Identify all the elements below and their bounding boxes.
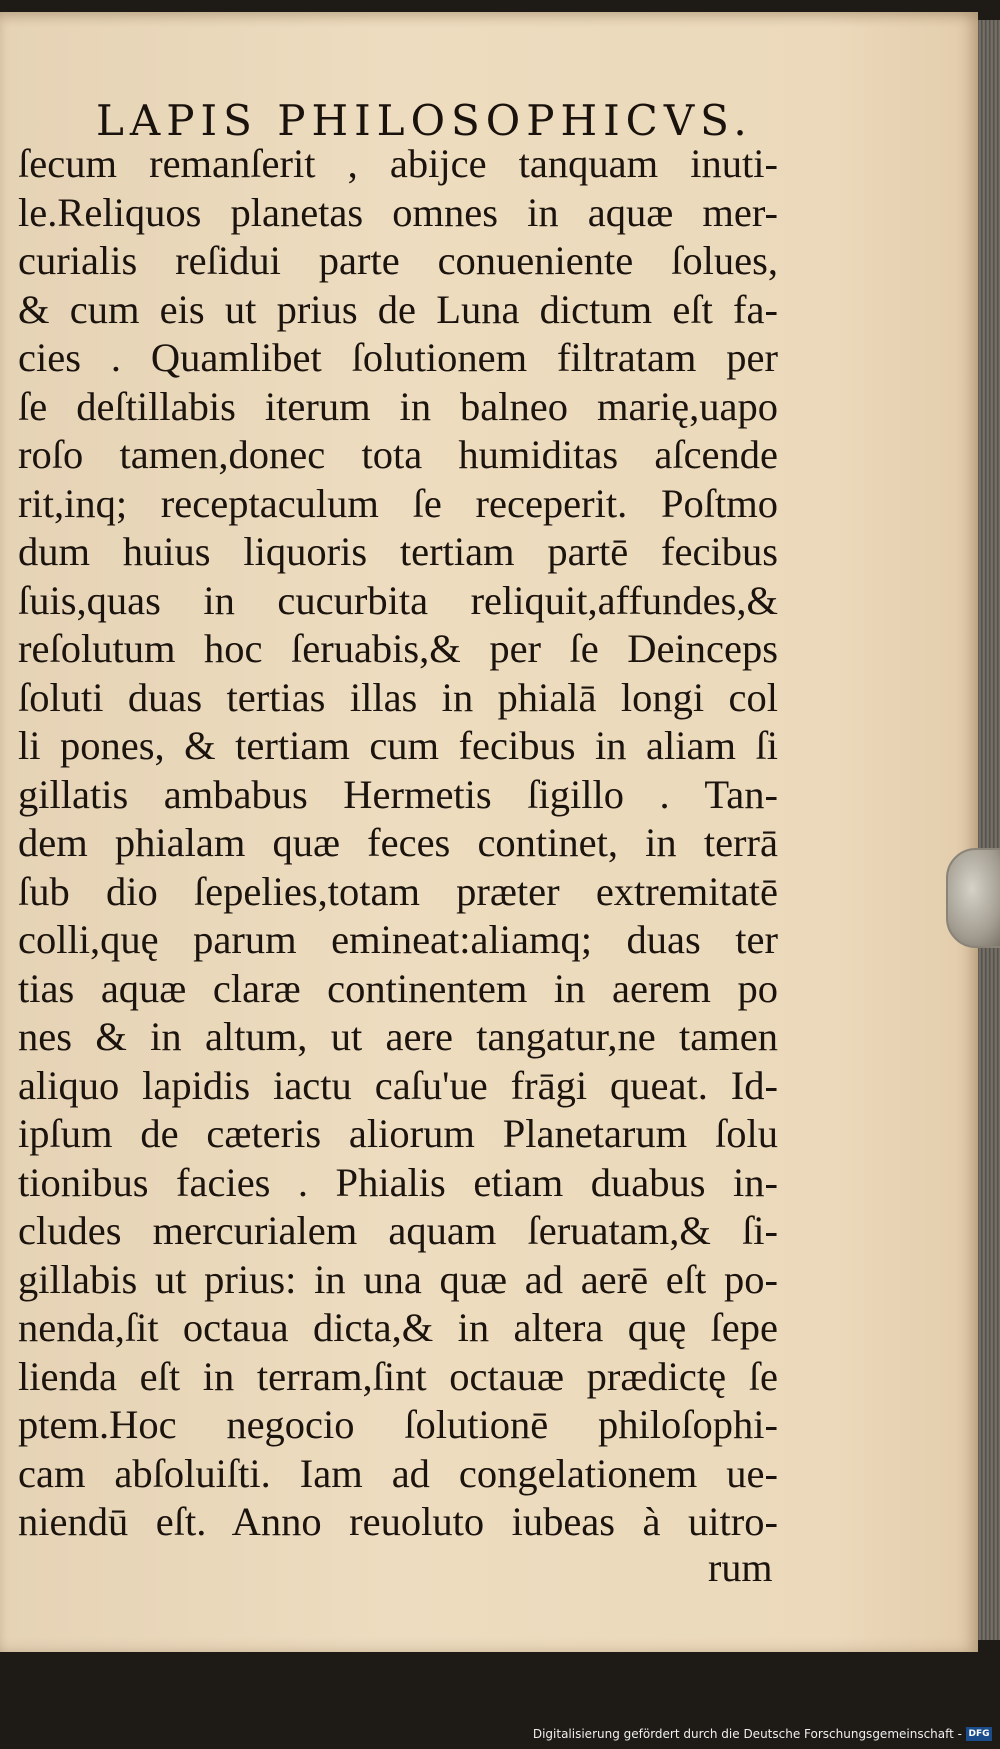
text-line: cam abſoluiſti. Iam ad congelationem ue- xyxy=(18,1450,778,1496)
text-line: ſe deſtillabis iterum in balneo marię,uapo xyxy=(18,383,778,429)
text-line: curialis reſidui parte conueniente ſolues, xyxy=(18,238,778,283)
paper-page xyxy=(0,12,978,1652)
text-line: tionibus facies . Phialis etiam duabus in- xyxy=(18,1159,778,1205)
text-line: reſolutum hoc ſeruabis,& per ſe Deinceps xyxy=(18,626,778,671)
text-line: le.Reliquos planetas omnes in aquæ mer- xyxy=(18,189,778,235)
page-block-edge xyxy=(978,20,1000,1640)
text-line: lienda eſt in terram,ſint octauæ prædictę ſe xyxy=(18,1353,778,1399)
text-line: nes & in altum, ut aere tangatur,ne tamen xyxy=(18,1014,778,1059)
text-line: li pones, & tertiam cum fecibus in aliam ſi xyxy=(18,723,778,768)
text-line: gillabis ut prius: in una quæ ad aerē eſt po- xyxy=(18,1256,778,1302)
funding-note: Digitalisierung gefördert durch die Deutsche Forschungsgemeinschaft - xyxy=(532,1727,962,1741)
text-line: rit,inq; receptaculum ſe receperit. Poſtmo xyxy=(18,480,778,526)
text-line: & cum eis ut prius de Luna dictum eſt fa- xyxy=(18,286,778,332)
text-line: ſub dio ſepelies,totam præter extremitatē xyxy=(18,868,778,914)
catchword: rum xyxy=(708,1545,773,1590)
text-line: aliquo lapidis iactu caſu'ue frāgi queat. Id- xyxy=(18,1062,778,1108)
text-line: cludes mercurialem aquam ſeruatam,& ſi- xyxy=(18,1208,778,1253)
text-line: niendū eſt. Anno reuoluto iubeas à uitro- xyxy=(18,1499,778,1544)
text-line: ptem.Hoc negocio ſolutionē philoſophi- xyxy=(18,1402,778,1447)
text-line: cies . Quamlibet ſolutionem filtratam per xyxy=(18,335,778,380)
body-text xyxy=(18,140,778,1547)
text-line: nenda,ſit octaua dicta,& in altera quę ſepe xyxy=(18,1305,778,1350)
text-line: ſoluti duas tertias illas in phialā longi col xyxy=(18,674,778,720)
text-line: gillatis ambabus Hermetis ſigillo . Tan- xyxy=(18,771,778,817)
text-line: roſo tamen,donec tota humiditas aſcende xyxy=(18,432,778,477)
text-line: ſuis,quas in cucurbita reliquit,affundes,& xyxy=(18,577,778,623)
dfg-logo: DFG xyxy=(966,1727,992,1741)
running-head: LAPIS PHILOSOPHICVS. xyxy=(96,96,753,145)
text-line: ipſum de cæteris aliorum Planetarum ſolu xyxy=(18,1111,778,1156)
book-clip xyxy=(946,848,1000,948)
text-line: ſecum remanſerit , abijce tanquam inuti- xyxy=(18,141,778,186)
text-line: dem phialam quæ feces continet, in terrā xyxy=(18,820,778,865)
text-line: colli,quę parum emineat:aliamq; duas ter xyxy=(18,917,778,962)
text-line: tias aquæ claræ continentem in aerem po xyxy=(18,965,778,1011)
text-line: dum huius liquoris tertiam partē fecibus xyxy=(18,529,778,574)
